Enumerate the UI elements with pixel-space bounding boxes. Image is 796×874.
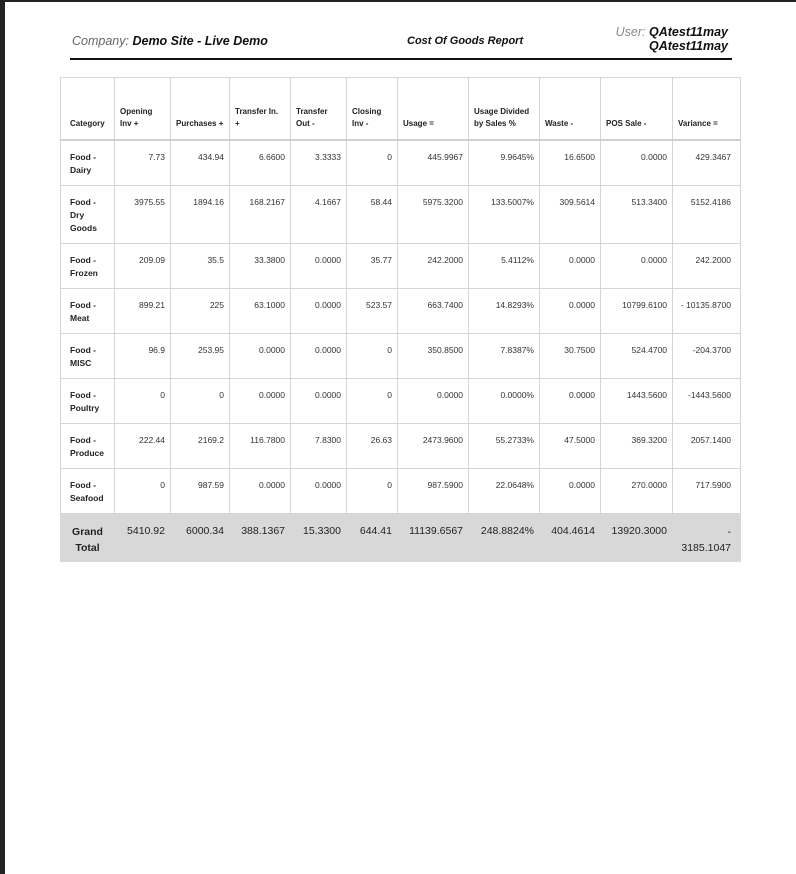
- col-header-purchases: Purchases +: [171, 78, 230, 141]
- cell-closing: 35.77: [347, 243, 398, 288]
- total-variance: - 3185.1047: [673, 513, 741, 561]
- col-header-closing-inv: Closing Inv -: [347, 78, 398, 141]
- cell-usage-pct: 133.5007%: [469, 185, 540, 243]
- cell-transfer-out: 0.0000: [291, 333, 347, 378]
- cell-category: Food - Dry Goods: [61, 185, 115, 243]
- cell-variance: 5152.4186: [673, 185, 741, 243]
- total-usage-pct: 248.8824%: [469, 513, 540, 561]
- user-label: User:: [615, 25, 646, 39]
- table-row: [61, 468, 741, 513]
- cell-purchases: 35.5: [171, 243, 230, 288]
- cell-pos-sale: 524.4700: [601, 333, 673, 378]
- cell-usage-pct: 55.2733%: [469, 423, 540, 468]
- cell-purchases: 253.95: [171, 333, 230, 378]
- cell-transfer-out: 0.0000: [291, 378, 347, 423]
- cell-usage: 445.9967: [398, 140, 469, 185]
- table-row: [61, 378, 741, 423]
- cell-transfer-out: 7.8300: [291, 423, 347, 468]
- cell-transfer-in: 116.7800: [230, 423, 291, 468]
- total-purchases: 6000.34: [171, 513, 230, 561]
- cell-usage-pct: 5.4112%: [469, 243, 540, 288]
- cell-variance: -1443.5600: [673, 378, 741, 423]
- cell-purchases: 2169.2: [171, 423, 230, 468]
- cell-usage-pct: 22.0648%: [469, 468, 540, 513]
- cell-purchases: 1894.16: [171, 185, 230, 243]
- total-pos-sale: 13920.3000: [601, 513, 673, 561]
- total-transfer-in: 388.1367: [230, 513, 291, 561]
- report-header: [70, 24, 732, 60]
- col-header-category: Category: [61, 78, 115, 141]
- col-header-pos-sale: POS Sale -: [601, 78, 673, 141]
- cell-variance: 429.3467: [673, 140, 741, 185]
- cell-usage: 987.5900: [398, 468, 469, 513]
- table-body: [61, 140, 741, 561]
- total-waste: 404.4614: [540, 513, 601, 561]
- cell-opening: 209.09: [115, 243, 171, 288]
- cell-transfer-out: 0.0000: [291, 468, 347, 513]
- grand-total-label: Grand Total: [61, 513, 115, 561]
- cell-closing: 0: [347, 378, 398, 423]
- cell-waste: 0.0000: [540, 468, 601, 513]
- cell-variance: 717.5900: [673, 468, 741, 513]
- table-row: [61, 333, 741, 378]
- table-header: [61, 78, 741, 141]
- cell-purchases: 225: [171, 288, 230, 333]
- cell-transfer-in: 6.6600: [230, 140, 291, 185]
- cell-pos-sale: 10799.6100: [601, 288, 673, 333]
- cell-variance: - 10135.8700: [673, 288, 741, 333]
- cell-pos-sale: 1443.5600: [601, 378, 673, 423]
- cell-waste: 309.5614: [540, 185, 601, 243]
- col-header-variance: Variance =: [673, 78, 741, 141]
- cell-category: Food - Produce: [61, 423, 115, 468]
- col-header-usage-pct: Usage Divided by Sales %: [469, 78, 540, 141]
- cell-closing: 58.44: [347, 185, 398, 243]
- cell-usage-pct: 14.8293%: [469, 288, 540, 333]
- cell-opening: 7.73: [115, 140, 171, 185]
- cell-transfer-in: 0.0000: [230, 378, 291, 423]
- cell-variance: 2057.1400: [673, 423, 741, 468]
- cell-transfer-out: 0.0000: [291, 243, 347, 288]
- cell-transfer-in: 0.0000: [230, 333, 291, 378]
- header-row: [61, 78, 741, 141]
- cell-opening: 96.9: [115, 333, 171, 378]
- cell-transfer-in: 168.2167: [230, 185, 291, 243]
- cell-closing: 26.63: [347, 423, 398, 468]
- table-row: [61, 140, 741, 185]
- cell-transfer-in: 33.3800: [230, 243, 291, 288]
- cell-usage-pct: 9.9645%: [469, 140, 540, 185]
- company-name: Demo Site - Live Demo: [132, 34, 268, 48]
- cell-usage-pct: 0.0000%: [469, 378, 540, 423]
- cell-pos-sale: 513.3400: [601, 185, 673, 243]
- cell-purchases: 434.94: [171, 140, 230, 185]
- cell-category: Food - Seafood: [61, 468, 115, 513]
- user-name: QAtest11may: [649, 25, 728, 39]
- report-title: Cost Of Goods Report: [407, 35, 524, 47]
- cell-category: Food - Poultry: [61, 378, 115, 423]
- cell-pos-sale: 0.0000: [601, 243, 673, 288]
- cell-transfer-out: 4.1667: [291, 185, 347, 243]
- cell-purchases: 987.59: [171, 468, 230, 513]
- table-row: [61, 243, 741, 288]
- cell-purchases: 0: [171, 378, 230, 423]
- cell-closing: 0: [347, 468, 398, 513]
- grand-total-row: [61, 513, 741, 561]
- user-info: [616, 26, 728, 53]
- cell-category: Food - Dairy: [61, 140, 115, 185]
- cell-transfer-in: 0.0000: [230, 468, 291, 513]
- cell-transfer-out: 3.3333: [291, 140, 347, 185]
- total-closing: 644.41: [347, 513, 398, 561]
- total-usage: 11139.6567: [398, 513, 469, 561]
- cell-usage: 2473.9600: [398, 423, 469, 468]
- cell-waste: 16.6500: [540, 140, 601, 185]
- cell-pos-sale: 369.3200: [601, 423, 673, 468]
- col-header-opening-inv: Opening Inv +: [115, 78, 171, 141]
- cell-category: Food - MISC: [61, 333, 115, 378]
- total-transfer-out: 15.3300: [291, 513, 347, 561]
- col-header-waste: Waste -: [540, 78, 601, 141]
- cell-waste: 0.0000: [540, 243, 601, 288]
- cell-opening: 0: [115, 468, 171, 513]
- cell-variance: -204.3700: [673, 333, 741, 378]
- cell-waste: 30.7500: [540, 333, 601, 378]
- cell-category: Food - Meat: [61, 288, 115, 333]
- total-opening: 5410.92: [115, 513, 171, 561]
- cell-closing: 0: [347, 333, 398, 378]
- cell-usage: 5975.3200: [398, 185, 469, 243]
- cell-waste: 0.0000: [540, 378, 601, 423]
- cell-variance: 242.2000: [673, 243, 741, 288]
- cell-transfer-in: 63.1000: [230, 288, 291, 333]
- table-row: [61, 423, 741, 468]
- cell-pos-sale: 0.0000: [601, 140, 673, 185]
- table-row: [61, 288, 741, 333]
- cell-usage: 663.7400: [398, 288, 469, 333]
- cost-of-goods-table: [60, 77, 741, 562]
- company-label: Company:: [72, 34, 129, 48]
- cell-opening: 0: [115, 378, 171, 423]
- company-info: [72, 34, 268, 48]
- page-top-edge: [0, 0, 796, 2]
- cell-usage-pct: 7.8387%: [469, 333, 540, 378]
- cell-closing: 0: [347, 140, 398, 185]
- cell-waste: 0.0000: [540, 288, 601, 333]
- page-left-edge: [0, 0, 5, 874]
- cell-waste: 47.5000: [540, 423, 601, 468]
- cell-pos-sale: 270.0000: [601, 468, 673, 513]
- cell-opening: 3975.55: [115, 185, 171, 243]
- col-header-usage: Usage =: [398, 78, 469, 141]
- table-row: [61, 185, 741, 243]
- cell-opening: 222.44: [115, 423, 171, 468]
- cell-category: Food - Frozen: [61, 243, 115, 288]
- cell-transfer-out: 0.0000: [291, 288, 347, 333]
- cell-usage: 350.8500: [398, 333, 469, 378]
- cell-usage: 0.0000: [398, 378, 469, 423]
- cell-usage: 242.2000: [398, 243, 469, 288]
- cell-opening: 899.21: [115, 288, 171, 333]
- col-header-transfer-in: Transfer In. +: [230, 78, 291, 141]
- user-name-second-line: QAtest11may: [649, 38, 728, 53]
- col-header-transfer-out: Transfer Out -: [291, 78, 347, 141]
- cell-closing: 523.57: [347, 288, 398, 333]
